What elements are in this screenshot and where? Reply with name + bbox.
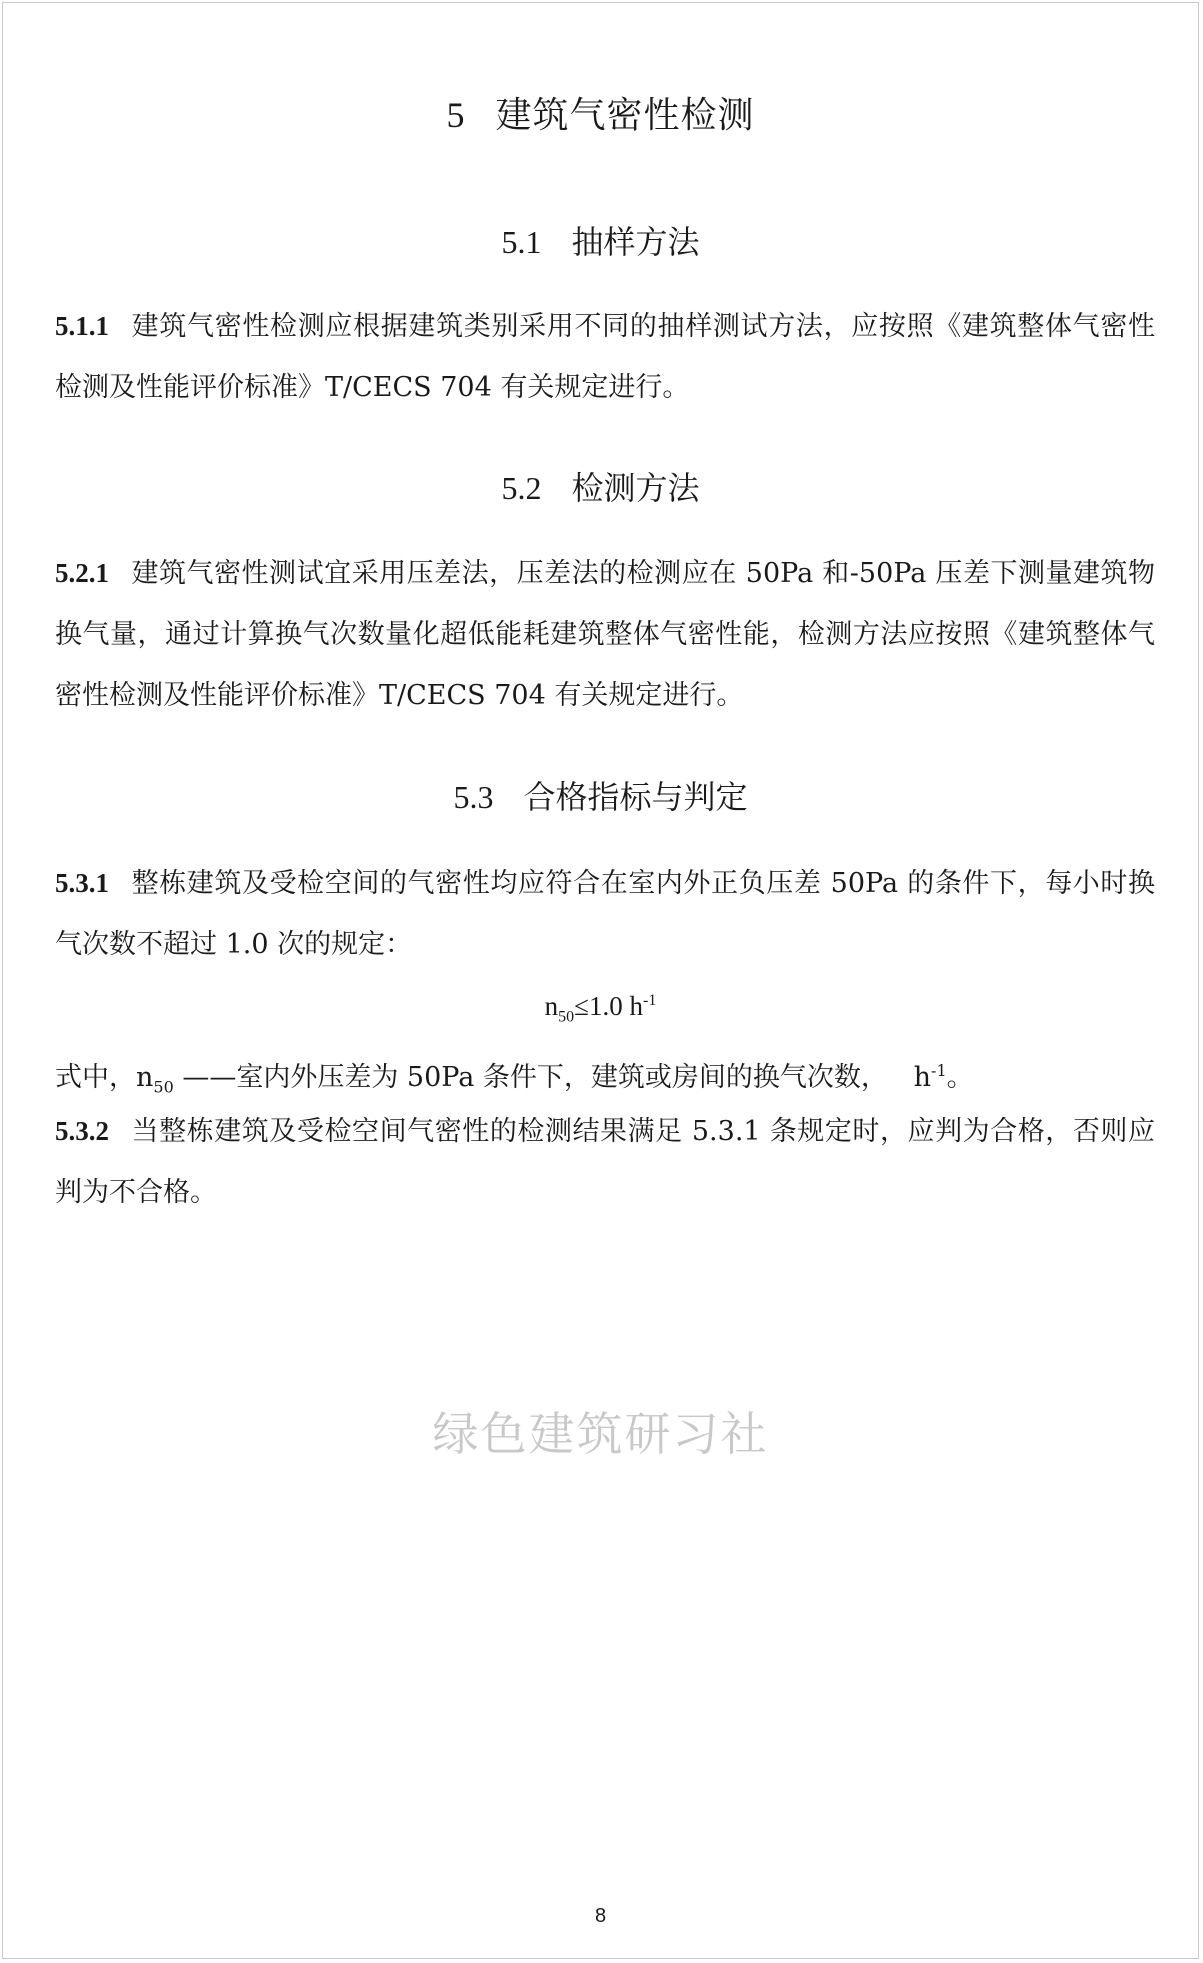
clause-text: 建筑气密性测试宜采用压差法，压差法的检测应在 50Pa 和-50Pa 压差下测量建筑物换气量，通过计算换气次数量化超低能耗建筑整体气密性能，检测方法应按照《建筑整体气密性检测及性能评价标准》T/CECS 704 有关规定进行。 — [55, 558, 1155, 711]
section-title-5-3 — [3, 772, 1198, 818]
note-unit: h — [913, 1062, 932, 1093]
clause-5-3-1 — [55, 853, 1155, 975]
section-number: 5.3 — [453, 779, 494, 815]
note-text: ——室内外压差为 50Pa 条件下，建筑或房间的换气次数， — [173, 1062, 888, 1093]
clause-number: 5.3.1 — [55, 868, 109, 898]
document-page — [2, 2, 1199, 1959]
section-title-5-2 — [3, 463, 1198, 509]
clause-text: 整栋建筑及受检空间的气密性均应符合在室内外正负压差 50Pa 的条件下，每小时换气次数不超过 1.0 次的规定： — [55, 868, 1155, 960]
clause-5-1-1 — [55, 296, 1155, 418]
chapter-title-text: 建筑气密性检测 — [495, 95, 755, 136]
chapter-number: 5 — [446, 95, 466, 135]
clause-5-2-1 — [55, 543, 1155, 726]
chapter-title — [3, 87, 1198, 138]
formula-n50 — [3, 991, 1198, 1026]
clause-text: 建筑气密性检测应根据建筑类别采用不同的抽样测试方法，应按照《建筑整体气密性检测及性能评价标准》T/CECS 704 有关规定进行。 — [55, 311, 1155, 403]
note-unit-exponent: -1 — [931, 1061, 947, 1080]
clause-text: 当整栋建筑及受检空间气密性的检测结果满足 5.3.1 条规定时，应判为合格，否则应判为不合格。 — [55, 1116, 1155, 1208]
clause-number: 5.3.2 — [55, 1116, 109, 1146]
section-title-text: 检测方法 — [571, 469, 700, 507]
formula-symbol: n — [544, 991, 559, 1021]
section-title-text: 合格指标与判定 — [523, 778, 748, 816]
formula-subscript: 50 — [558, 1008, 575, 1026]
clause-5-3-2 — [55, 1101, 1155, 1223]
watermark-text: 绿色建筑研习社 — [432, 1407, 769, 1461]
clause-number: 5.2.1 — [55, 558, 109, 588]
page-number: 8 — [594, 1905, 607, 1927]
formula-exponent: -1 — [643, 992, 657, 1009]
section-title-5-1 — [3, 217, 1198, 263]
note-prefix: 式中，n — [55, 1062, 154, 1093]
note-subscript: 50 — [153, 1077, 174, 1097]
formula-relation: ≤1.0 h — [574, 991, 643, 1021]
note-end: 。 — [946, 1062, 974, 1093]
section-number: 5.1 — [501, 224, 542, 260]
section-title-text: 抽样方法 — [571, 223, 700, 261]
section-number: 5.2 — [501, 470, 542, 506]
clause-number: 5.1.1 — [55, 311, 109, 341]
